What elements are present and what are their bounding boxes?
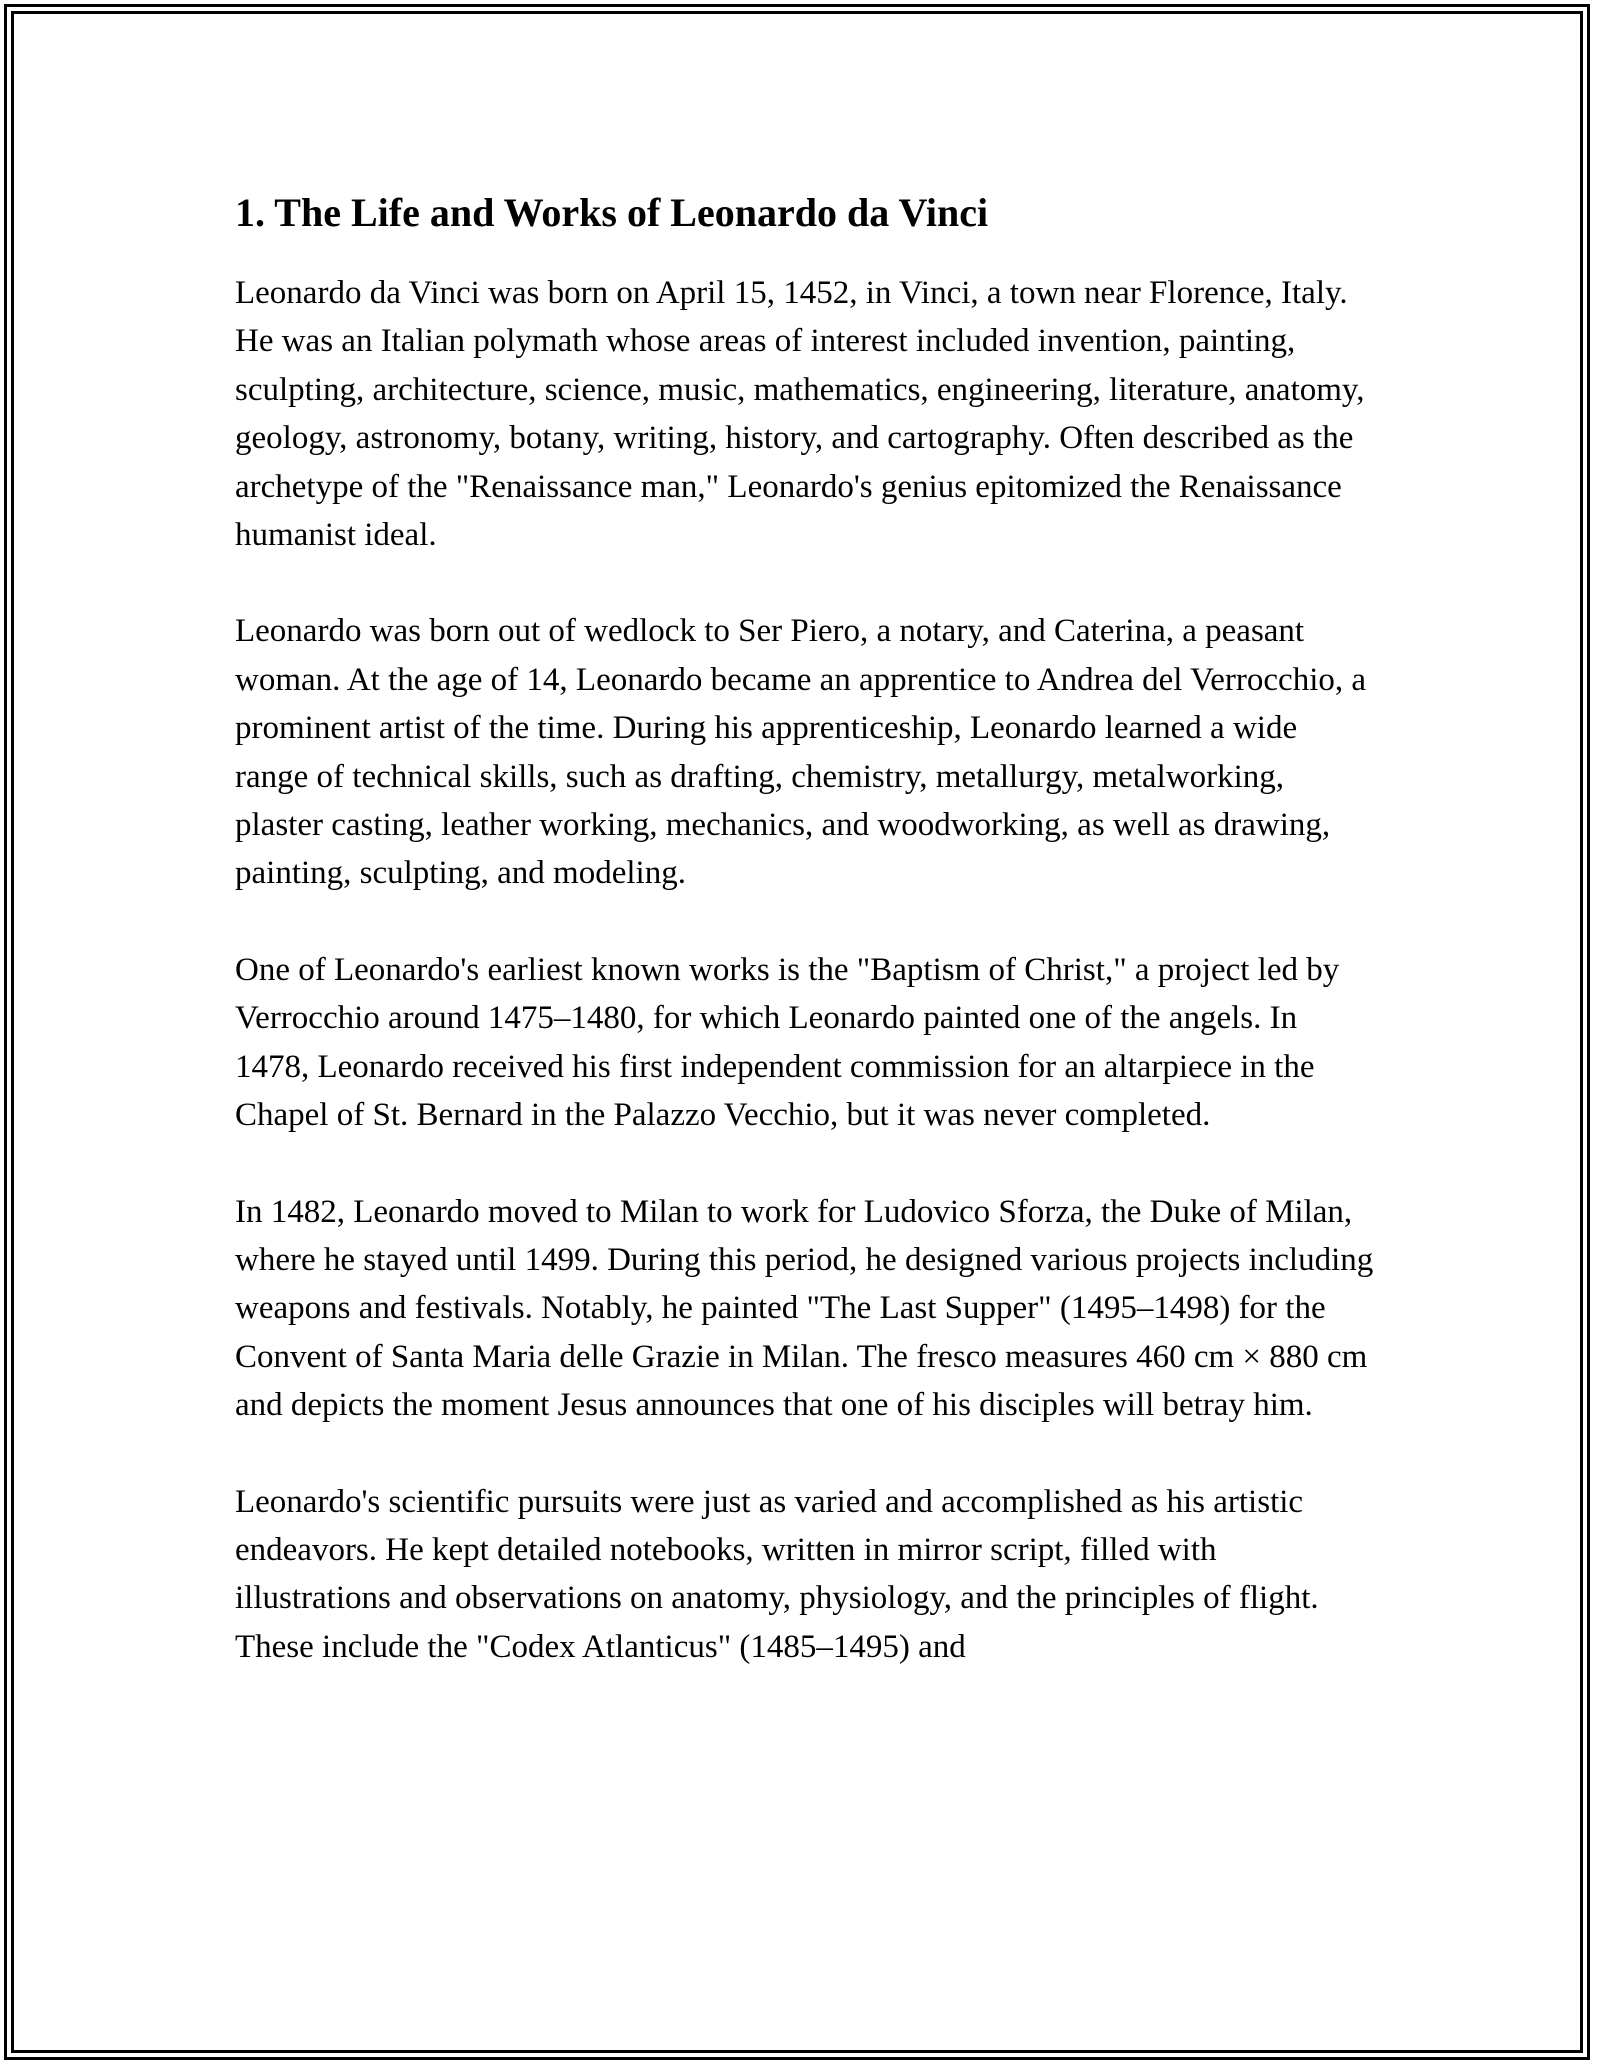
document-body [235, 185, 1375, 1719]
paragraph-apprenticeship: Leonardo was born out of wedlock to Ser Piero, a notary, and Caterina, a peasant woman. At the age of 14, Leonardo became an apprentice to Andrea del Verrocchio, a prominent artist of the time. During his apprenticeship, Leonardo learned a wide range of technical skills, such as drafting, chemistry, metallurgy, metalworking, plaster casting, leather working, mechanics, and woodworking, as well as drawing, painting, sculpting, and modeling. [235, 613, 1367, 892]
paragraph-birth: Leonardo da Vinci was born on April 15, 1452, in Vinci, a town near Florence, Italy. He was an Italian polymath whose areas of interest included invention, painting, sculpting, architecture, science, music, mathematics, engineering, literature, anatomy, geology, astronomy, botany, writing, history, and cartography. Often described as the archetype of the "Renaissance man," Leonardo's genius epitomized the Renaissance humanist ideal. [235, 275, 1365, 554]
paragraph-science: Leonardo's scientific pursuits were just as varied and accomplished as his artistic endeavors. He kept detailed notebooks, written in mirror script, filled with illustrations and observations on anatomy, physiology, and the principles of flight. These include the "Codex Atlanticus" (1485–1495) and [235, 1483, 1319, 1665]
paragraph-early-works: One of Leonardo's earliest known works is the "Baptism of Christ," a project led by Verrocchio around 1475–1480, for which Leonardo painted one of the angels. In 1478, Leonardo received his first independent commission for an altarpiece in the Chapel of St. Bernard in the Palazzo Vecchio, but it was never completed. [235, 951, 1340, 1134]
section-heading: 1. The Life and Works of Leonardo da Vinci [235, 190, 989, 235]
paragraph-milan: In 1482, Leonardo moved to Milan to work for Ludovico Sforza, the Duke of Milan, where he stayed until 1499. During this period, he designed various projects including weapons and festivals. Notably, he painted "The Last Supper" (1495–1498) for the Convent of Santa Maria delle Grazie in Milan. The fresco measures 460 cm × 880 cm and depicts the moment Jesus announces that one of his disciples will betray him. [235, 1193, 1374, 1424]
